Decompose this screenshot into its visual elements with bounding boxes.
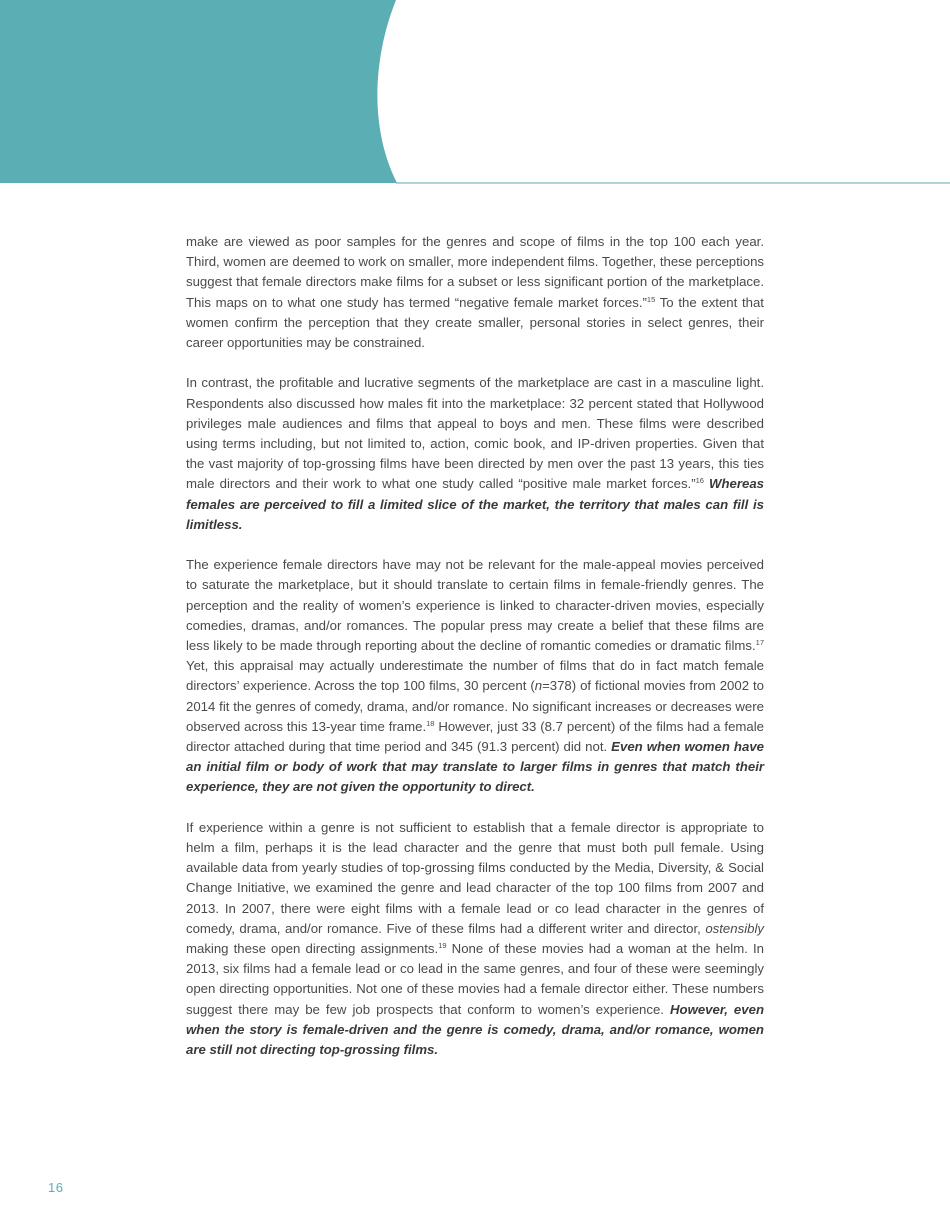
paragraph-3-text-b: Yet, this appraisal may actually underestimate the number of films that do in fact match female directors’ experience. Across the top 100 films, 30 percent (: [186, 658, 764, 694]
header-decoration: [0, 0, 950, 186]
paragraph-3-emphasis: Even when women have an initial film or body of work that may translate to larger films in genres that match their experience, they are not given the opportunity to direct.: [186, 739, 764, 795]
paragraph-2-text-a: In contrast, the profitable and lucrative segments of the marketplace are cast in a masculine light. Respondents also discussed how males fit into the marketplace: 32 percent stated that Hollywood privileges male audiences and films that appeal to boys and men. These films were described using terms including, but not limited to, action, comic book, and IP-driven properties. Given that the vast majority of top-grossing films have been directed by men over the past 13 years, this ties male directors and their work to what one study called “positive male market forces.”: [186, 375, 764, 492]
footnote-ref-15: 15: [646, 294, 656, 304]
paragraph-1-text-a: make are viewed as poor samples for the genres and scope of films in the top 100 each year. Third, women are deemed to work on smaller, more independent films. Together, these perceptions suggest that female directors make films for a subset or less significant portion of the marketplace. This maps on to what one study has termed “negative female market forces.”: [186, 234, 764, 310]
paragraph-2: [186, 373, 764, 535]
paragraph-4-text-b: making these open directing assignments.: [186, 941, 439, 957]
paragraph-3-text-d: However, just 33 (8.7 percent) of the films had a female director attached during that time period and 345 (91.3 percent) did not.: [186, 718, 764, 755]
footnote-ref-19: 19: [438, 941, 447, 951]
paragraph-3-text-a: The experience female directors have may not be relevant for the male-appeal movies perceived to saturate the marketplace, but it should translate to certain films in female-friendly genres. The perception and the reality of women’s experience is linked to character-driven movies, especially comedies, dramas, and/or romances. The popular press may create a belief that these films are less likely to be made through reporting about the decline of romantic comedies or dramatic films.: [186, 557, 764, 654]
teal-header-shape: [0, 0, 397, 183]
page-number: 16: [48, 1180, 64, 1195]
paragraph-4-text-a: If experience within a genre is not sufficient to establish that a female director is appropriate to helm a film, perhaps it is the lead character and the genre that must both pull female. Using available data from yearly studies of top-grossing films conducted by the Media, Diversity, & Social Change Initiative, we examined the genre and lead character of the top 100 films from 2007 and 2013. In 2007, there were eight films with a female lead or co lead character in the genres of comedy, drama, and/or romance. Five of these films had a different writer and director,: [186, 819, 764, 936]
paragraph-4: [186, 818, 764, 1060]
paragraph-2-emphasis: Whereas females are perceived to fill a limited slice of the market, the territory that males can fill is limitless.: [186, 476, 764, 532]
paragraph-1: [186, 232, 764, 353]
footnote-ref-16: 16: [695, 476, 704, 486]
paragraph-4-text-c: None of these movies had a woman at the helm. In 2013, six films had a female lead or co lead in the same genres, and four of these were seemingly open directing opportunities. Not one of these movies had a female director either. These numbers suggest there may be few job prospects that conform to women’s experience.: [186, 941, 764, 1017]
paragraph-3-text-c: =378) of fictional movies from 2002 to 2014 fit the genres of comedy, drama, and/or romance. No significant increases or decreases were observed across this 13-year time frame.: [186, 678, 764, 734]
footnote-ref-17: 17: [755, 638, 764, 648]
footnote-ref-18: 18: [426, 718, 435, 728]
paragraph-3: [186, 555, 764, 797]
body-text: [186, 232, 764, 1080]
sample-size-n: n: [534, 678, 543, 694]
paragraph-4-emphasis: However, even when the story is female-driven and the genre is comedy, drama, and/or romance, women are still not directing top-grossing films.: [186, 1001, 764, 1058]
italic-word: ostensibly: [705, 920, 764, 936]
paragraph-1-text-b: To the extent that women confirm the perception that they create smaller, personal stories in select genres, their career opportunities may be constrained.: [186, 294, 764, 351]
